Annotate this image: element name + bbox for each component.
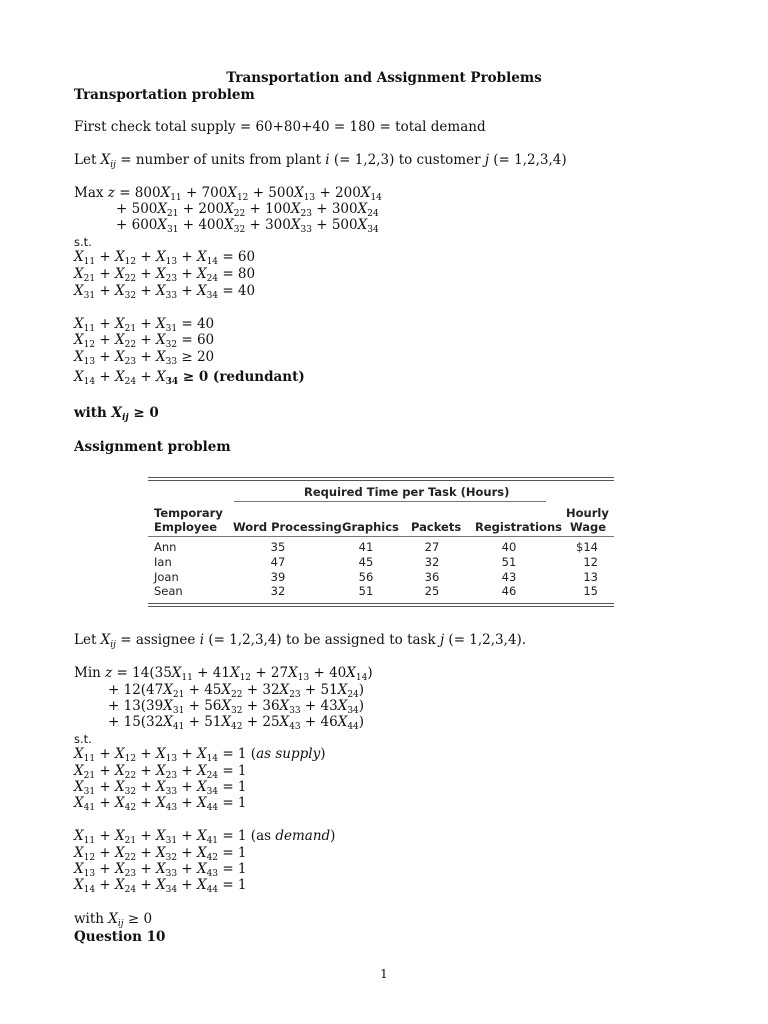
row-name: Joan: [154, 570, 179, 584]
cell-wage: 12: [583, 555, 598, 569]
assignment-let: Let $X_{ij}$ = assignee i (= 1,2,3,4) to be assigned to task j (= 1,2,3,4).: [74, 632, 527, 650]
transport-demand-3: $X_{13} + X_{23} + X_{33} \ge 20$: [74, 349, 215, 367]
table-group-rule: [234, 501, 546, 502]
table-wage-header-2: Wage: [570, 520, 607, 534]
assignment-objective-line-1: Min $z = 14(35X_{11} + 41X_{12} + 27X_{13} + 40X_{14})$: [74, 665, 373, 683]
row-name: Sean: [154, 584, 183, 598]
transport-demand-2: $X_{12} + X_{22} + X_{32} = 60$: [74, 332, 215, 350]
cell-word-processing: 32: [270, 584, 286, 598]
transport-nonnegativity: with $X_{ij} \ge 0$: [74, 405, 159, 423]
table-wage-header-1: Hourly: [566, 506, 609, 520]
question-heading: Question 10: [74, 929, 166, 945]
cell-packets: 32: [424, 555, 440, 569]
assignment-objective-line-4: + $15(32X_{41} + 51X_{42} + 25X_{43} + 46X_{44})$: [108, 714, 365, 732]
table-top-rule-double: [148, 480, 614, 481]
cell-packets: 25: [424, 584, 440, 598]
assignment-objective-line-2: + $12(47X_{21} + 45X_{22} + 32X_{23} + 51X_{24})$: [108, 682, 365, 700]
cell-registrations: 43: [501, 570, 517, 584]
assignment-supply-3: $X_{31} + X_{32} + X_{33} + X_{34} = 1$: [74, 779, 247, 797]
assignment-supply-4: $X_{41} + X_{42} + X_{43} + X_{44} = 1$: [74, 795, 247, 813]
table-col-header-graphics: Graphics: [342, 520, 399, 534]
cell-packets: 27: [424, 540, 440, 554]
cell-wage: 13: [583, 570, 598, 584]
row-name: Ann: [154, 540, 177, 554]
table-col-header-packets: Packets: [411, 520, 462, 534]
table-header-rule: [148, 536, 614, 537]
transport-supply-2: $X_{21} + X_{22} + X_{23} + X_{24} = 80$: [74, 266, 256, 284]
transport-demand-4: $X_{14} + X_{24} + X_{34} \ge 0$ (redundant): [74, 369, 305, 387]
table-group-header: Required Time per Task (Hours): [304, 485, 510, 499]
table-col-header-word-processing: Word Processing: [233, 520, 342, 534]
cell-registrations: 40: [501, 540, 517, 554]
transport-supply-1: $X_{11} + X_{12} + X_{13} + X_{14} = 60$: [74, 249, 256, 267]
assignment-supply-2: $X_{21} + X_{22} + X_{23} + X_{24} = 1$: [74, 763, 247, 781]
assignment-demand-1: $X_{11} + X_{21} + X_{31} + X_{41} = 1$ (as demand): [74, 828, 336, 846]
cell-word-processing: 47: [270, 555, 286, 569]
table-col0-header-1: Temporary: [154, 506, 223, 520]
table-bottom-rule-double: [148, 606, 614, 607]
cell-packets: 36: [424, 570, 440, 584]
row-name: Ian: [154, 555, 172, 569]
table-bottom-rule: [148, 603, 614, 604]
cell-registrations: 51: [501, 555, 517, 569]
transport-objective-line-3: + $600X_{31} + 400X_{32} + 300X_{33} + 500X_{34}$: [116, 217, 379, 235]
transport-let: Let $X_{ij}$ = number of units from plant i (= 1,2,3) to customer j (= 1,2,3,4): [74, 152, 567, 170]
cell-graphics: 45: [358, 555, 374, 569]
assignment-st: s.t.: [74, 732, 92, 746]
assignment-supply-1: $X_{11} + X_{12} + X_{13} + X_{14} = 1$ (as supply): [74, 746, 326, 764]
transport-st: s.t.: [74, 235, 92, 249]
assignment-demand-4: $X_{14} + X_{24} + X_{34} + X_{44} = 1$: [74, 877, 247, 895]
assignment-table: [148, 477, 614, 607]
assignment-nonnegativity: with $X_{ij} \ge 0$: [74, 911, 153, 929]
page-number: 1: [380, 967, 388, 981]
cell-graphics: 51: [358, 584, 374, 598]
cell-wage: 15: [583, 584, 598, 598]
transport-supply-3: $X_{31} + X_{32} + X_{33} + X_{34} = 40$: [74, 283, 256, 301]
cell-graphics: 41: [358, 540, 374, 554]
assignment-heading: Assignment problem: [74, 439, 231, 455]
assignment-demand-2: $X_{12} + X_{22} + X_{32} + X_{42} = 1$: [74, 845, 247, 863]
cell-word-processing: 35: [270, 540, 286, 554]
table-col-header-registrations: Registrations: [475, 520, 562, 534]
transport-objective-line-1: Max $z = 800X_{11} + 700X_{12} + 500X_{13} + 200X_{14}$: [74, 185, 382, 203]
table-col0-header-2: Employee: [154, 520, 218, 534]
cell-registrations: 46: [501, 584, 517, 598]
transport-objective-line-2: + $500X_{21} + 200X_{22} + 100X_{23} + 300X_{24}$: [116, 201, 379, 219]
transport-demand-1: $X_{11} + X_{21} + X_{31} = 40$: [74, 316, 215, 334]
document-title: Transportation and Assignment Problems: [226, 70, 542, 86]
cell-word-processing: 39: [270, 570, 286, 584]
supply-check: First check total supply = 60+80+40 = 180 = total demand: [74, 119, 486, 135]
assignment-demand-3: $X_{13} + X_{23} + X_{33} + X_{43} = 1$: [74, 861, 247, 879]
transport-heading: Transportation problem: [74, 87, 255, 103]
table-top-rule: [148, 477, 614, 478]
assignment-objective-line-3: + $13(39X_{31} + 56X_{32} + 36X_{33} + 43X_{34})$: [108, 698, 365, 716]
cell-graphics: 56: [358, 570, 374, 584]
cell-wage: $14: [576, 540, 598, 554]
